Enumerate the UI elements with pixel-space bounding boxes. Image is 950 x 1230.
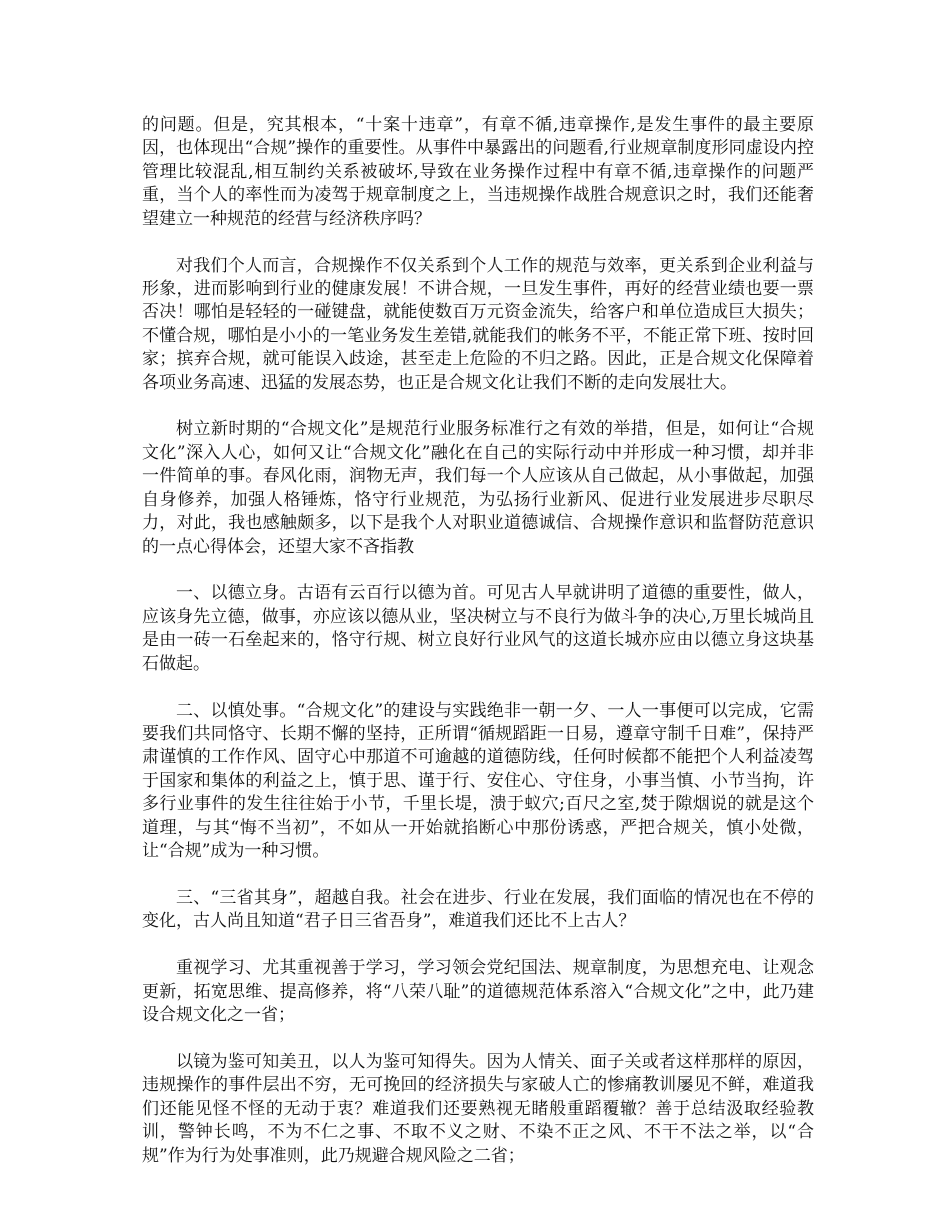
paragraph-3: 树立新时期的“合规文化”是规范行业服务标准行之有效的举措，但是，如何让“合规文化”深入人心，如何又让“合规文化”融化在自己的实际行动中并形成一种习惯，却并非一件简单的事。春风化雨，润物无声，我们每一个人应该从自己做起，从小事做起，加强自身修养，加强人格锤炼，恪守行业规范，为弘扬行业新风、促进行业发展进步尽职尽力，对此，我也感触颇多，以下是我个人对职业道德诚信、合规操作意识和监督防范意识的一点心得体会，还望大家不吝指教	[142, 419, 814, 557]
document-body	[142, 114, 814, 1191]
paragraph-8: 以镜为鉴可知美丑，以人为鉴可知得失。因为人情关、面子关或者这样那样的原因，违规操作的事件层出不穷，无可挽回的经济损失与家破人亡的惨痛教训屡见不鲜，难道我们还能见怪不怪的无动于衷？难道我们还要熟视无睹般重蹈覆辙？善于总结汲取经验教训，警钟长鸣，不为不仁之事、不取不义之财、不染不正之风、不干不法之举，以“合规”作为行为处事准则，此乃规避合规风险之二省；	[142, 1051, 814, 1166]
paragraph-1: 的问题。但是，究其根本，“十案十违章”，有章不循,违章操作,是发生事件的最主要原因，也体现出“合规”操作的重要性。从事件中暴露出的问题看,行业规章制度形同虚设内控管理比较混乱,相互制约关系被破坏,导致在业务操作过程中有章不循,违章操作的问题严重，当个人的率性而为凌驾于规章制度之上，当违规操作战胜合规意识之时，我们还能奢望建立一种规范的经营与经济秩序吗？	[142, 115, 814, 229]
paragraph-6: 三、“三省其身”，超越自我。社会在进步、行业在发展，我们面临的情况也在不停的变化，古人尚且知道“君子日三省吾身”，难道我们还比不上古人？	[142, 887, 814, 932]
paragraph-4: 一、以德立身。古语有云百行以德为首。可见古人早就讲明了道德的重要性，做人，应该身先立德，做事，亦应该以德从业，坚决树立与不良行为做斗争的决心,万里长城尚且是由一砖一石垒起来的，恪守行规、树立良好行业风气的这道长城亦应由以德立身这块基石做起。	[142, 583, 814, 674]
paragraph-5: 二、以慎处事。“合规文化”的建设与实践绝非一朝一夕、一人一事便可以完成，它需要我们共同恪守、长期不懈的坚持，正所谓“循规蹈距一日易，遵章守制千日难”，保持严肃谨慎的工作作风、固守心中那道不可逾越的道德防线，任何时候都不能把个人利益凌驾于国家和集体的利益之上，慎于思、谨于行、安住心、守住身，小事当慎、小节当拘，许多行业事件的发生往往始于小节，千里长堤，溃于蚁穴;百尺之室,焚于隙烟说的就是这个道理，与其“悔不当初”，不如从一开始就掐断心中那份诱惑，严把合规关，慎小处微，让“合规”成为一种习惯。	[142, 700, 814, 861]
paragraph-2: 对我们个人而言，合规操作不仅关系到个人工作的规范与效率，更关系到企业利益与形象，进而影响到行业的健康发展！不讲合规，一旦发生事件，再好的经营业绩也要一票否决！哪怕是轻轻的一碰键盘，就能使数百万元资金流失，给客户和单位造成巨大损失；不懂合规，哪怕是小小的一笔业务发生差错,就能我们的帐务不平，不能正常下班、按时回家；摈弃合规，就可能误入歧途，甚至走上危险的不归之路。因此，正是合规文化保障着各项业务高速、迅猛的发展态势，也正是合规文化让我们不断的走向发展壮大。	[142, 255, 814, 393]
paragraph-7: 重视学习、尤其重视善于学习，学习领会党纪国法、规章制度，为思想充电、让观念更新，拓宽思维、提高修养，将“八荣八耻”的道德规范体系溶入“合规文化”之中，此乃建设合规文化之一省；	[142, 958, 814, 1025]
